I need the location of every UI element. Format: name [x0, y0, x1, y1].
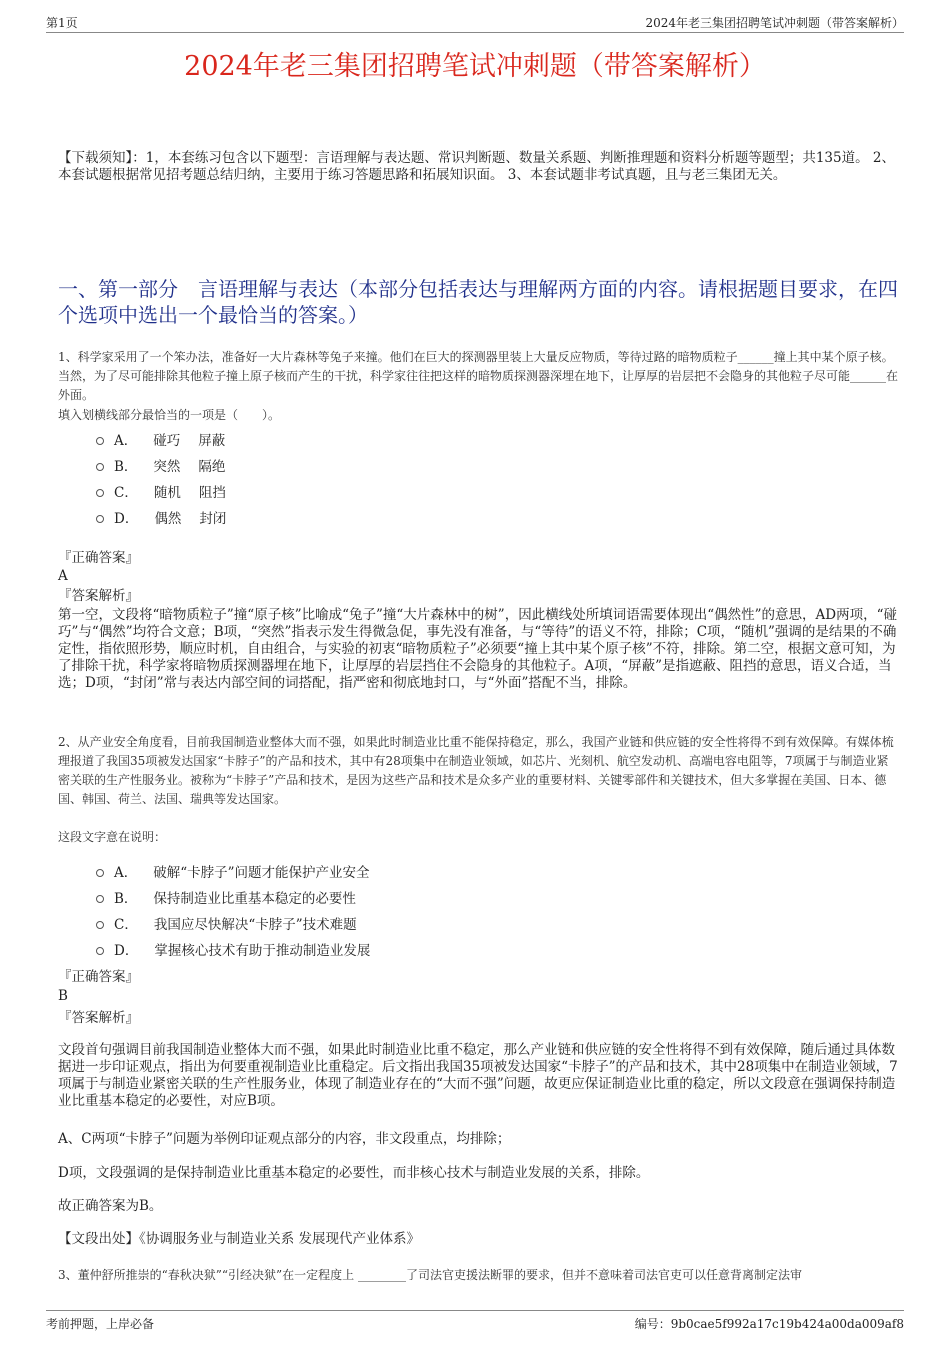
- question-2-options: [96, 858, 370, 962]
- page-footer: [46, 1310, 904, 1333]
- page-header: [46, 14, 904, 33]
- radio-icon[interactable]: [96, 437, 104, 445]
- footer-slogan: 考前押题，上岸必备: [46, 1317, 155, 1331]
- analysis-label: 『答案解析』: [58, 1010, 139, 1026]
- question-1-analysis: 第一空，文段将“暗物质粒子”撞“原子核”比喻成“兔子”撞“大片森林中的树”，因此横线处所填词语需要体现出“偶然性”的意思，AD两项，“碰巧”与“偶然”均符合文意；B项，“突然”指表示发生得微急促，事先没有准备，与“等待”的语义不符，排除；C项，“随机”强调的是结果的不确定性，指依照形势，顺应时机，自由组合，与实验的初衷“暗物质粒子”必须要“撞上其中某个原子核”不符，排除。第二空，根据文意可知，为了排除干扰，科学家将暗物质探测器埋在地下，让厚厚的岩层挡住不会隐身的其他粒子。A项，“屏蔽”是指遮蔽、阻挡的意思，语义合适，当选；D项，“封闭”常与表达内部空间的词搭配，指严密和彻底地封口，与“外面”搭配不当，排除。: [58, 607, 897, 691]
- radio-icon[interactable]: [96, 921, 104, 929]
- radio-icon[interactable]: [96, 489, 104, 497]
- header-title: 2024年老三集团招聘笔试冲刺题（带答案解析）: [645, 16, 904, 30]
- section-heading: 一、第一部分 言语理解与表达（本部分包括表达与理解两方面的内容。请根据题目要求，在四个选项中选出一个最恰当的答案。）: [58, 277, 898, 327]
- radio-icon[interactable]: [96, 947, 104, 955]
- option-a[interactable]: A． 碰巧 屏蔽: [96, 426, 226, 452]
- analysis-label: 『答案解析』: [58, 588, 139, 604]
- option-d[interactable]: D． 掌握核心技术有助于推动制造业发展: [96, 936, 370, 962]
- question-3-stem: 3、董仲舒所推崇的“春秋决狱”“引经决狱”在一定程度上 ________了司法官吏援法断罪的要求，但并不意味着司法官吏可以任意背离制定法审: [58, 1268, 802, 1282]
- radio-icon[interactable]: [96, 869, 104, 877]
- option-c[interactable]: C． 随机 阻挡: [96, 478, 226, 504]
- correct-answer-label: 『正确答案』: [58, 969, 139, 985]
- question-1-prompt: 填入划横线部分最恰当的一项是（ ）。: [58, 408, 281, 422]
- download-notice: 【下载须知】：1，本套练习包含以下题型：言语理解与表达题、常识判断题、数量关系题、判断推理题和资料分析题等题型；共135道。 2、本套试题根据常见招考题总结归纳，主要用于练习答题思路和拓展知识面。 3、本套试题非考试真题，且与老三集团无关。: [58, 150, 895, 183]
- question-2-analysis-p2: A、C两项“卡脖子”问题为举例印证观点部分的内容，非文段重点，均排除；: [58, 1131, 511, 1147]
- correct-answer: B: [58, 988, 68, 1004]
- correct-answer: A: [58, 568, 68, 584]
- question-2-analysis-p3: D项，文段强调的是保持制造业比重基本稳定的必要性，而非核心技术与制造业发展的关系，排除。: [58, 1165, 650, 1181]
- document-id: 编号：9b0cae5f992a17c19b424a00da009af8: [634, 1317, 904, 1331]
- correct-answer-label: 『正确答案』: [58, 550, 139, 566]
- page-number: 第1页: [46, 16, 78, 30]
- question-2-analysis-p4: 故正确答案为B。: [58, 1198, 163, 1214]
- question-2-source: 【文段出处】《协调服务业与制造业关系 发展现代产业体系》: [58, 1231, 421, 1247]
- radio-icon[interactable]: [96, 463, 104, 471]
- question-2-prompt: 这段文字意在说明：: [58, 830, 167, 844]
- option-a[interactable]: A． 破解“卡脖子”问题才能保护产业安全: [96, 858, 370, 884]
- option-c[interactable]: C． 我国应尽快解决“卡脖子”技术难题: [96, 910, 370, 936]
- question-1-stem: 1、科学家采用了一个笨办法，准备好一大片森林等兔子来撞。他们在巨大的探测器里装上大量反应物质，等待过路的暗物质粒子______撞上其中某个原子核。当然，为了尽可能排除其他粒子撞上原子核而产生的干扰，科学家往往把这样的暗物质探测器深埋在地下，让厚厚的岩层把不会隐身的其他粒子尽可能______在外面。: [58, 350, 899, 402]
- option-b[interactable]: B． 突然 隔绝: [96, 452, 226, 478]
- option-d[interactable]: D． 偶然 封闭: [96, 504, 226, 530]
- document-title: 2024年老三集团招聘笔试冲刺题（带答案解析）: [184, 51, 766, 82]
- question-1-options: [96, 426, 226, 530]
- question-2-analysis-p1: 文段首句强调目前我国制造业整体大而不强，如果此时制造业比重不稳定，那么产业链和供应链的安全性将得不到有效保障，随后通过具体数据进一步印证观点，指出为何要重视制造业比重稳定。后文指出我国35项被发达国家“卡脖子”的产品和技术，其中28项集中在制造业领域，7项属于与制造业紧密关联的生产性服务业，体现了制造业存在的“大而不强”问题，故更应保证制造业比重的稳定，所以文段意在强调保持制造业比重基本稳定的必要性，对应B项。: [58, 1042, 898, 1109]
- radio-icon[interactable]: [96, 895, 104, 903]
- radio-icon[interactable]: [96, 515, 104, 523]
- question-2-stem: 2、从产业安全角度看，目前我国制造业整体大而不强，如果此时制造业比重不能保持稳定，那么，我国产业链和供应链的安全性将得不到有效保障。有媒体梳理报道了我国35项被发达国家“卡脖子”的产品和技术，其中有28项集中在制造业领域，如芯片、光刻机、航空发动机、高端电容电阻等，7项属于与制造业紧密关联的生产性服务业。被称为“卡脖子”产品和技术，是因为这些产品和技术是众多产业的重要材料、关键零部件和关键技术，但大多掌握在美国、日本、德国、韩国、荷兰、法国、瑞典等发达国家。: [58, 735, 894, 806]
- option-b[interactable]: B． 保持制造业比重基本稳定的必要性: [96, 884, 370, 910]
